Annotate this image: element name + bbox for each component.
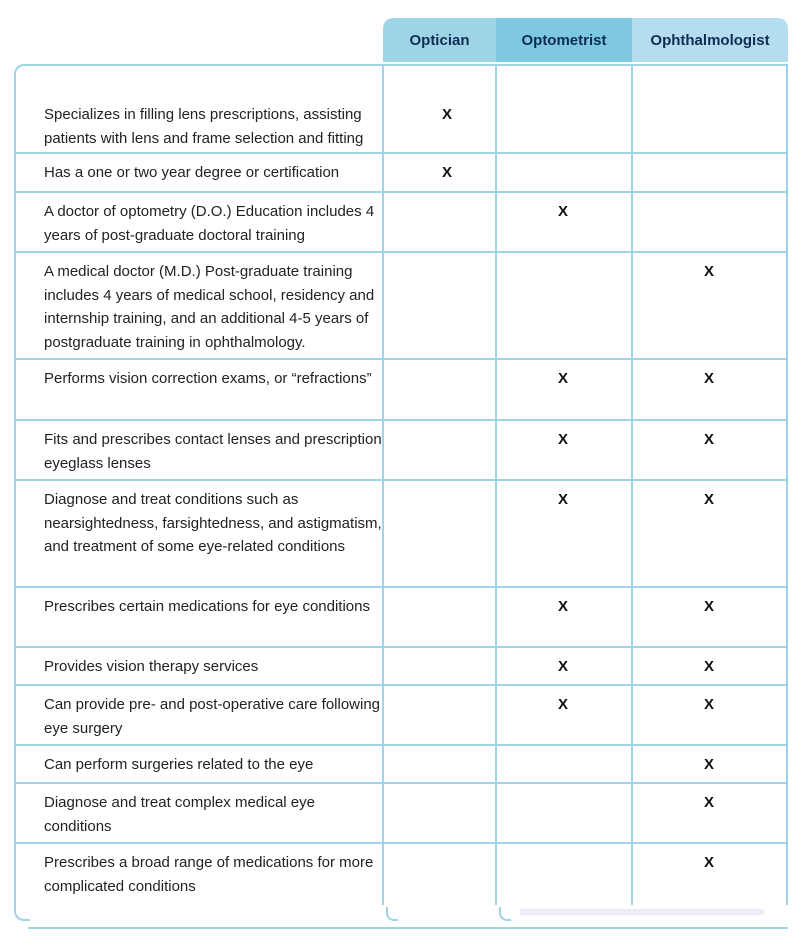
table-row [14,783,788,843]
row-description: Performs vision correction exams, or “refractions” [44,370,372,387]
check-mark-optometrist: X [557,431,568,448]
row-description: Can perform surgeries related to the eye [44,756,314,773]
row-description: A doctor of optometry (D.O.) Education includes 4 years of post-graduate doctoral training [44,203,375,244]
table-row [14,480,788,587]
row-description: Can provide pre- and post-operative care following eye surgery [44,696,381,737]
row-description: Specializes in filling lens prescriptions, assisting patients with lens and frame selection and fitting [44,106,364,147]
column-header-ophthalmologist: Ophthalmologist [632,18,788,62]
table-row [14,192,788,252]
table-row [14,153,788,192]
column-header-optometrist: Optometrist [496,18,632,62]
row-description: Fits and prescribes contact lenses and prescription eyeglass lenses [44,431,382,472]
check-mark-ophthalmologist: X [703,756,714,773]
table-row [14,843,788,905]
check-mark-optometrist: X [557,598,568,615]
check-mark-ophthalmologist: X [703,370,714,387]
table-corner-bottom-optician [386,907,398,921]
row-description: Diagnose and treat complex medical eye conditions [44,794,315,835]
column-header-optician: Optician [383,18,496,62]
row-description: Has a one or two year degree or certification [44,164,340,181]
table-corner-top-left [14,64,30,80]
table-row [14,587,788,647]
check-mark-ophthalmologist: X [703,658,714,675]
table-corner-bottom-left [14,905,30,921]
check-mark-ophthalmologist: X [703,794,714,811]
check-mark-optometrist: X [557,370,568,387]
row-description: Diagnose and treat conditions such as nearsightedness, farsightedness, and astigmatism, and treatment of some eye-related conditions [44,491,382,556]
check-mark-ophthalmologist: X [703,854,714,871]
table-row [14,647,788,685]
check-mark-ophthalmologist: X [703,431,714,448]
row-description: Prescribes certain medications for eye conditions [44,598,370,615]
grid-top-border [28,64,788,66]
check-mark-ophthalmologist: X [703,491,714,508]
table-row [14,745,788,783]
check-mark-optician: X [441,106,452,123]
row-description: Prescribes a broad range of medications for more complicated conditions [44,854,374,895]
horizontal-scrollbar-track[interactable] [520,909,764,915]
check-mark-optician: X [441,164,452,181]
check-mark-ophthalmologist: X [703,263,714,280]
table-row [14,420,788,480]
row-description: Provides vision therapy services [44,658,259,675]
row-description: A medical doctor (M.D.) Post-graduate training includes 4 years of medical school, residency and internship training, and an additional 4-5 years of postgraduate training in ophthalmology. [44,263,375,352]
check-mark-ophthalmologist: X [703,696,714,713]
check-mark-optometrist: X [557,203,568,220]
check-mark-ophthalmologist: X [703,598,714,615]
check-mark-optometrist: X [557,696,568,713]
table-corner-bottom-optometrist [499,907,511,921]
check-mark-optometrist: X [557,491,568,508]
table-row [14,359,788,420]
table-row [14,95,788,153]
table-row [14,685,788,745]
grid-bottom-border [28,927,788,929]
check-mark-optometrist: X [557,658,568,675]
table-row [14,252,788,359]
